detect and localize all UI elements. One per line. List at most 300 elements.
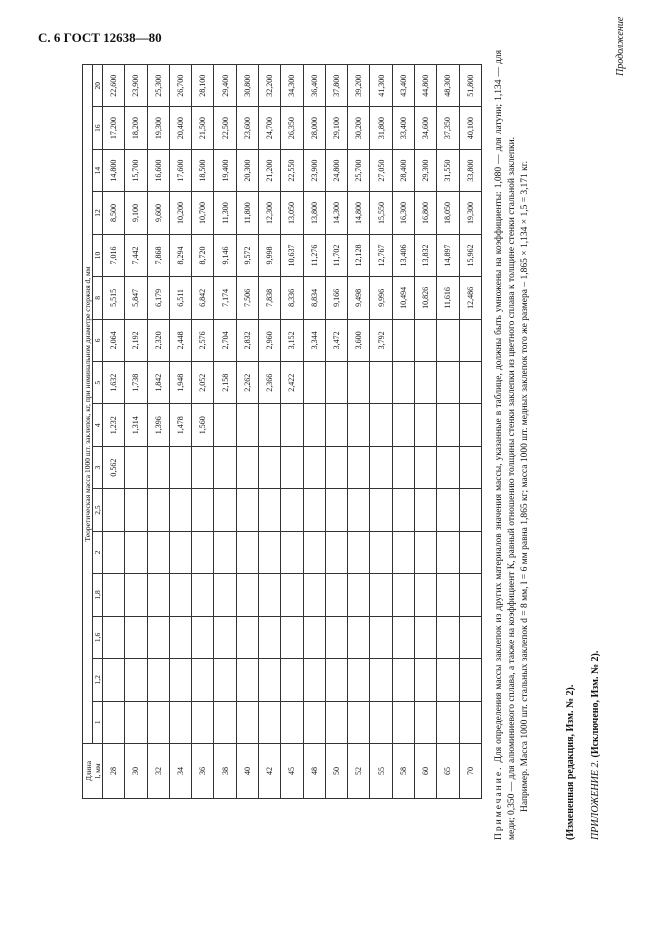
mass-cell bbox=[125, 616, 147, 658]
mass-cell: 2,262 bbox=[236, 362, 258, 404]
mass-cell: 37,800 bbox=[325, 65, 347, 107]
mass-cell: 1,232 bbox=[103, 404, 125, 446]
mass-cell: 10,700 bbox=[192, 192, 214, 234]
mass-cell bbox=[258, 489, 280, 531]
mass-cell: 1,396 bbox=[147, 404, 169, 446]
mass-cell: 16,600 bbox=[147, 149, 169, 191]
mass-cell: 44,800 bbox=[414, 65, 436, 107]
mass-cell: 7,838 bbox=[258, 277, 280, 319]
length-cell: 65 bbox=[437, 744, 459, 799]
mass-cell bbox=[437, 531, 459, 573]
mass-cell bbox=[348, 701, 370, 743]
mass-cell bbox=[258, 574, 280, 616]
table-row bbox=[281, 65, 303, 799]
mass-cell bbox=[437, 362, 459, 404]
mass-cell bbox=[236, 446, 258, 488]
mass-cell bbox=[437, 701, 459, 743]
mass-cell bbox=[325, 574, 347, 616]
mass-cell bbox=[392, 319, 414, 361]
mass-cell bbox=[414, 319, 436, 361]
table-row bbox=[214, 65, 236, 799]
mass-cell: 1,632 bbox=[103, 362, 125, 404]
mass-cell: 6,511 bbox=[169, 277, 191, 319]
diameter-header-cell: 6 bbox=[93, 319, 103, 361]
mass-cell bbox=[147, 446, 169, 488]
mass-cell bbox=[459, 531, 482, 573]
mass-cell bbox=[459, 574, 482, 616]
diameter-header-cell: 1,2 bbox=[93, 659, 103, 701]
table-row bbox=[103, 65, 125, 799]
mass-cell: 1,478 bbox=[169, 404, 191, 446]
mass-cell: 7,506 bbox=[236, 277, 258, 319]
mass-cell bbox=[125, 446, 147, 488]
diameter-header-cell: 16 bbox=[93, 107, 103, 149]
table-header-row bbox=[83, 65, 93, 799]
mass-cell: 2,052 bbox=[192, 362, 214, 404]
mass-cell bbox=[392, 489, 414, 531]
mass-cell bbox=[125, 659, 147, 701]
table-row bbox=[459, 65, 482, 799]
mass-cell bbox=[459, 616, 482, 658]
table-row bbox=[169, 65, 191, 799]
mass-header: Теоретическая масса 1000 шт. заклепок, кг, при номинальном диаметре стержня d, мм bbox=[83, 65, 93, 744]
note-block bbox=[493, 50, 532, 840]
mass-cell bbox=[437, 616, 459, 658]
mass-cell: 29,300 bbox=[414, 149, 436, 191]
table-row bbox=[414, 65, 436, 799]
mass-cell bbox=[192, 659, 214, 701]
mass-cell: 27,050 bbox=[370, 149, 392, 191]
mass-cell: 29,100 bbox=[325, 107, 347, 149]
table-row bbox=[236, 65, 258, 799]
appendix-2-note bbox=[590, 651, 601, 840]
diameter-header-cell: 1,8 bbox=[93, 574, 103, 616]
mass-cell bbox=[459, 659, 482, 701]
mass-cell: 34,300 bbox=[281, 65, 303, 107]
mass-cell: 30,200 bbox=[348, 107, 370, 149]
mass-cell bbox=[392, 659, 414, 701]
mass-cell bbox=[459, 362, 482, 404]
diameter-header-cell: 8 bbox=[93, 277, 103, 319]
mass-cell: 9,166 bbox=[325, 277, 347, 319]
mass-cell: 9,998 bbox=[258, 234, 280, 276]
mass-cell: 9,100 bbox=[125, 192, 147, 234]
table-row bbox=[437, 65, 459, 799]
mass-cell bbox=[147, 659, 169, 701]
mass-cell bbox=[169, 659, 191, 701]
mass-cell: 9,146 bbox=[214, 234, 236, 276]
mass-cell: 21,500 bbox=[192, 107, 214, 149]
table-row bbox=[325, 65, 347, 799]
mass-cell: 2,576 bbox=[192, 319, 214, 361]
mass-cell bbox=[214, 446, 236, 488]
diameter-header-cell: 12 bbox=[93, 192, 103, 234]
mass-cell bbox=[325, 489, 347, 531]
mass-cell bbox=[370, 574, 392, 616]
mass-cell: 8,834 bbox=[303, 277, 325, 319]
mass-cell bbox=[414, 616, 436, 658]
mass-cell: 10,494 bbox=[392, 277, 414, 319]
mass-cell: 30,800 bbox=[236, 65, 258, 107]
mass-cell: 2,960 bbox=[258, 319, 280, 361]
mass-cell: 43,400 bbox=[392, 65, 414, 107]
mass-cell: 14,800 bbox=[103, 149, 125, 191]
mass-cell: 36,400 bbox=[303, 65, 325, 107]
mass-cell bbox=[370, 701, 392, 743]
length-cell: 36 bbox=[192, 744, 214, 799]
length-cell: 50 bbox=[325, 744, 347, 799]
mass-cell bbox=[303, 574, 325, 616]
note-paragraph-2 bbox=[519, 50, 532, 840]
mass-cell bbox=[303, 659, 325, 701]
diameter-header-cell: 1,6 bbox=[93, 616, 103, 658]
mass-cell bbox=[281, 531, 303, 573]
length-cell: 60 bbox=[414, 744, 436, 799]
mass-cell bbox=[103, 531, 125, 573]
mass-cell: 13,832 bbox=[414, 234, 436, 276]
mass-cell bbox=[125, 701, 147, 743]
mass-cell bbox=[236, 616, 258, 658]
note-label: Примечание. bbox=[494, 765, 504, 840]
mass-cell: 14,300 bbox=[325, 192, 347, 234]
mass-cell: 2,366 bbox=[258, 362, 280, 404]
mass-cell: 32,200 bbox=[258, 65, 280, 107]
appendix-2-text: (Исключено, Изм. № 2). bbox=[590, 650, 601, 758]
mass-cell bbox=[192, 701, 214, 743]
mass-cell: 31,800 bbox=[370, 107, 392, 149]
mass-cell bbox=[392, 574, 414, 616]
mass-cell: 34,600 bbox=[414, 107, 436, 149]
mass-cell: 16,800 bbox=[414, 192, 436, 234]
mass-cell: 33,800 bbox=[459, 149, 482, 191]
appendix-2-title: ПРИЛОЖЕНИЕ 2. bbox=[590, 760, 601, 840]
mass-cell bbox=[169, 489, 191, 531]
mass-cell bbox=[303, 616, 325, 658]
table-row bbox=[392, 65, 414, 799]
mass-cell: 14,897 bbox=[437, 234, 459, 276]
mass-cell bbox=[258, 659, 280, 701]
mass-cell: 41,300 bbox=[370, 65, 392, 107]
mass-cell bbox=[370, 446, 392, 488]
mass-cell bbox=[325, 531, 347, 573]
mass-cell: 7,868 bbox=[147, 234, 169, 276]
mass-cell bbox=[325, 404, 347, 446]
mass-cell: 6,179 bbox=[147, 277, 169, 319]
mass-cell bbox=[370, 489, 392, 531]
mass-cell bbox=[169, 616, 191, 658]
mass-cell bbox=[459, 404, 482, 446]
mass-cell: 39,200 bbox=[348, 65, 370, 107]
table-row bbox=[370, 65, 392, 799]
mass-cell: 22,500 bbox=[214, 107, 236, 149]
mass-cell: 12,486 bbox=[459, 277, 482, 319]
diameter-header-cell: 2,5 bbox=[93, 489, 103, 531]
mass-cell: 13,406 bbox=[392, 234, 414, 276]
table-row bbox=[258, 65, 280, 799]
mass-cell: 2,158 bbox=[214, 362, 236, 404]
mass-cell bbox=[214, 531, 236, 573]
mass-cell bbox=[147, 616, 169, 658]
mass-cell: 0,562 bbox=[103, 446, 125, 488]
table-row bbox=[348, 65, 370, 799]
mass-cell bbox=[414, 362, 436, 404]
mass-cell bbox=[392, 701, 414, 743]
length-cell: 30 bbox=[125, 744, 147, 799]
mass-cell bbox=[169, 574, 191, 616]
diameter-header-cell: 5 bbox=[93, 362, 103, 404]
mass-cell bbox=[459, 446, 482, 488]
mass-cell bbox=[348, 574, 370, 616]
mass-cell bbox=[325, 616, 347, 658]
mass-cell: 28,100 bbox=[192, 65, 214, 107]
mass-cell bbox=[414, 446, 436, 488]
length-cell: 45 bbox=[281, 744, 303, 799]
mass-cell bbox=[147, 531, 169, 573]
mass-cell bbox=[192, 446, 214, 488]
mass-cell bbox=[258, 616, 280, 658]
mass-cell bbox=[392, 616, 414, 658]
mass-cell bbox=[437, 659, 459, 701]
mass-cell: 31,550 bbox=[437, 149, 459, 191]
mass-cell: 37,350 bbox=[437, 107, 459, 149]
mass-cell bbox=[414, 404, 436, 446]
mass-cell bbox=[348, 659, 370, 701]
mass-cell bbox=[370, 404, 392, 446]
mass-cell: 12,300 bbox=[258, 192, 280, 234]
mass-cell: 22,600 bbox=[103, 65, 125, 107]
mass-cell bbox=[325, 446, 347, 488]
mass-cell bbox=[236, 531, 258, 573]
amendment-note: (Измененная редакция, Изм. № 2). bbox=[565, 684, 576, 840]
mass-cell: 3,344 bbox=[303, 319, 325, 361]
mass-cell bbox=[258, 701, 280, 743]
mass-cell bbox=[214, 659, 236, 701]
mass-cell: 1,842 bbox=[147, 362, 169, 404]
diameter-header-cell: 4 bbox=[93, 404, 103, 446]
mass-cell bbox=[370, 659, 392, 701]
mass-cell bbox=[392, 404, 414, 446]
diameter-header-cell: 1 bbox=[93, 701, 103, 743]
mass-cell: 2,064 bbox=[103, 319, 125, 361]
diameter-header-row bbox=[93, 65, 103, 799]
mass-cell bbox=[192, 616, 214, 658]
mass-cell bbox=[169, 531, 191, 573]
mass-cell bbox=[236, 574, 258, 616]
mass-cell: 26,700 bbox=[169, 65, 191, 107]
mass-cell: 26,350 bbox=[281, 107, 303, 149]
mass-cell: 8,500 bbox=[103, 192, 125, 234]
mass-cell bbox=[214, 574, 236, 616]
mass-cell: 18,500 bbox=[192, 149, 214, 191]
mass-cell bbox=[281, 404, 303, 446]
mass-cell bbox=[414, 531, 436, 573]
mass-cell bbox=[236, 659, 258, 701]
mass-cell bbox=[303, 531, 325, 573]
mass-cell bbox=[437, 574, 459, 616]
mass-cell: 12,767 bbox=[370, 234, 392, 276]
mass-cell bbox=[437, 319, 459, 361]
mass-cell: 29,400 bbox=[214, 65, 236, 107]
mass-cell: 20,400 bbox=[169, 107, 191, 149]
mass-cell bbox=[103, 659, 125, 701]
mass-cell bbox=[103, 616, 125, 658]
mass-cell bbox=[214, 701, 236, 743]
mass-cell bbox=[236, 489, 258, 531]
mass-cell bbox=[236, 701, 258, 743]
mass-cell bbox=[392, 446, 414, 488]
mass-cell: 48,300 bbox=[437, 65, 459, 107]
mass-cell bbox=[348, 489, 370, 531]
table-row bbox=[303, 65, 325, 799]
diameter-header-cell: 20 bbox=[93, 65, 103, 107]
mass-cell: 3,792 bbox=[370, 319, 392, 361]
continuation-label: Продолжение bbox=[615, 16, 626, 76]
mass-cell bbox=[348, 616, 370, 658]
mass-cell: 8,294 bbox=[169, 234, 191, 276]
mass-cell bbox=[169, 446, 191, 488]
mass-cell bbox=[192, 574, 214, 616]
length-cell: 28 bbox=[103, 744, 125, 799]
mass-cell bbox=[147, 489, 169, 531]
mass-cell bbox=[459, 489, 482, 531]
mass-cell: 11,800 bbox=[236, 192, 258, 234]
mass-cell: 6,842 bbox=[192, 277, 214, 319]
mass-cell bbox=[281, 616, 303, 658]
mass-cell bbox=[348, 404, 370, 446]
mass-cell: 5,847 bbox=[125, 277, 147, 319]
diameter-header-cell: 2 bbox=[93, 531, 103, 573]
note-text-1: Для определения массы заклепок из других материалов значения массы, указанные в таблице, должны быть умножены на коэффициенты: 1,080 — для латуни; 1,134 — для меди; 0,350 — для алюминиевого сплава, а также на коэффициент К, равный отношению толщины стенки заклепки из цветного сплава к толщине стенки стальной заклепки. bbox=[494, 49, 517, 840]
mass-cell: 21,200 bbox=[258, 149, 280, 191]
mass-cell bbox=[414, 701, 436, 743]
mass-cell: 1,314 bbox=[125, 404, 147, 446]
mass-cell: 9,600 bbox=[147, 192, 169, 234]
mass-cell: 22,550 bbox=[281, 149, 303, 191]
mass-cell: 24,700 bbox=[258, 107, 280, 149]
length-cell: 70 bbox=[459, 744, 482, 799]
length-cell: 48 bbox=[303, 744, 325, 799]
mass-cell bbox=[437, 489, 459, 531]
mass-cell: 15,962 bbox=[459, 234, 482, 276]
mass-cell: 20,300 bbox=[236, 149, 258, 191]
mass-cell bbox=[414, 574, 436, 616]
mass-cell bbox=[392, 362, 414, 404]
diameter-header-cell: 14 bbox=[93, 149, 103, 191]
mass-cell bbox=[258, 531, 280, 573]
mass-cell: 7,174 bbox=[214, 277, 236, 319]
table-row bbox=[192, 65, 214, 799]
mass-cell: 1,560 bbox=[192, 404, 214, 446]
mass-cell bbox=[437, 446, 459, 488]
mass-cell bbox=[303, 701, 325, 743]
mass-cell: 2,320 bbox=[147, 319, 169, 361]
table-row bbox=[125, 65, 147, 799]
mass-cell: 17,600 bbox=[169, 149, 191, 191]
mass-cell: 28,400 bbox=[392, 149, 414, 191]
diameter-header-cell: 3 bbox=[93, 446, 103, 488]
mass-cell: 1,948 bbox=[169, 362, 191, 404]
mass-cell bbox=[214, 404, 236, 446]
mass-cell bbox=[281, 489, 303, 531]
mass-cell bbox=[236, 404, 258, 446]
mass-cell bbox=[414, 659, 436, 701]
length-header-unit: l, мм bbox=[92, 763, 102, 779]
mass-cell: 10,826 bbox=[414, 277, 436, 319]
mass-cell: 14,800 bbox=[348, 192, 370, 234]
mass-cell: 2,192 bbox=[125, 319, 147, 361]
length-cell: 40 bbox=[236, 744, 258, 799]
length-header-label: Длина bbox=[83, 760, 93, 782]
mass-cell: 18,050 bbox=[437, 192, 459, 234]
mass-cell bbox=[370, 531, 392, 573]
mass-cell: 13,800 bbox=[303, 192, 325, 234]
mass-cell: 40,100 bbox=[459, 107, 482, 149]
length-cell: 38 bbox=[214, 744, 236, 799]
mass-cell bbox=[348, 362, 370, 404]
mass-cell: 10,200 bbox=[169, 192, 191, 234]
mass-cell: 13,050 bbox=[281, 192, 303, 234]
table-body bbox=[103, 65, 482, 799]
mass-cell bbox=[258, 404, 280, 446]
mass-cell: 11,702 bbox=[325, 234, 347, 276]
mass-cell bbox=[125, 574, 147, 616]
mass-cell: 11,276 bbox=[303, 234, 325, 276]
mass-cell bbox=[103, 574, 125, 616]
mass-cell: 17,200 bbox=[103, 107, 125, 149]
mass-cell: 2,832 bbox=[236, 319, 258, 361]
mass-cell: 8,720 bbox=[192, 234, 214, 276]
length-cell: 58 bbox=[392, 744, 414, 799]
mass-cell bbox=[303, 362, 325, 404]
mass-cell: 23,600 bbox=[236, 107, 258, 149]
mass-cell bbox=[192, 489, 214, 531]
table-row bbox=[147, 65, 169, 799]
mass-cell: 11,300 bbox=[214, 192, 236, 234]
mass-cell: 9,996 bbox=[370, 277, 392, 319]
mass-cell: 15,550 bbox=[370, 192, 392, 234]
mass-cell bbox=[303, 446, 325, 488]
mass-cell: 19,300 bbox=[459, 192, 482, 234]
note-text-2: Например. Масса 1000 шт. стальных заклепок d = 8 мм, l = 6 мм равна 1,865 кг; масса 1000 шт. медных заклепок того же размера – 1,865 × 1,134 × 1,5 = 3,171 кг. bbox=[520, 161, 530, 812]
page-header: С. 6 ГОСТ 12638—80 bbox=[38, 30, 162, 45]
length-header bbox=[83, 744, 103, 799]
mass-cell bbox=[169, 701, 191, 743]
mass-cell bbox=[325, 362, 347, 404]
mass-cell: 18,200 bbox=[125, 107, 147, 149]
mass-cell bbox=[103, 701, 125, 743]
mass-cell: 25,700 bbox=[348, 149, 370, 191]
mass-cell bbox=[459, 701, 482, 743]
mass-cell bbox=[303, 489, 325, 531]
length-cell: 34 bbox=[169, 744, 191, 799]
mass-cell bbox=[281, 659, 303, 701]
mass-cell: 19,400 bbox=[214, 149, 236, 191]
length-cell: 42 bbox=[258, 744, 280, 799]
mass-cell bbox=[147, 574, 169, 616]
mass-cell bbox=[370, 616, 392, 658]
mass-cell: 3,152 bbox=[281, 319, 303, 361]
mass-cell: 1,738 bbox=[125, 362, 147, 404]
mass-cell: 33,400 bbox=[392, 107, 414, 149]
mass-cell: 7,442 bbox=[125, 234, 147, 276]
length-cell: 55 bbox=[370, 744, 392, 799]
mass-cell: 16,300 bbox=[392, 192, 414, 234]
rivet-mass-table bbox=[82, 64, 482, 799]
mass-cell: 10,637 bbox=[281, 234, 303, 276]
diameter-header-cell: 10 bbox=[93, 234, 103, 276]
mass-cell: 8,336 bbox=[281, 277, 303, 319]
mass-cell bbox=[325, 659, 347, 701]
